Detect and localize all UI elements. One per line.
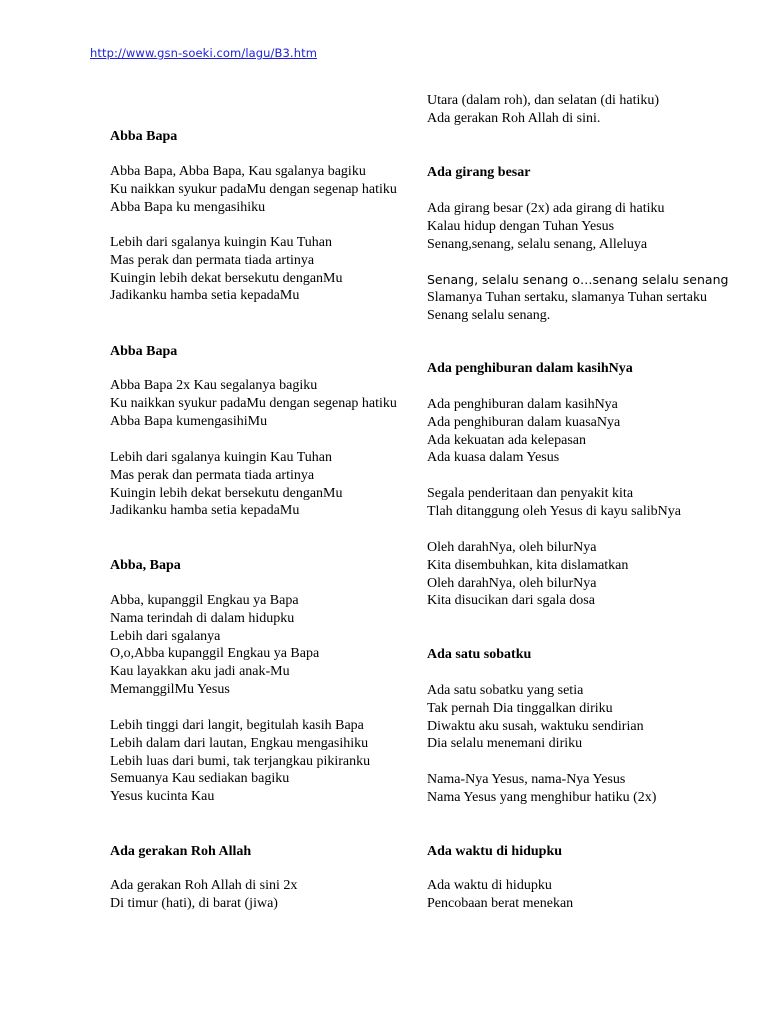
song-ada-satu-sobatku-verse-2 [427, 771, 767, 807]
lyric-line: Yesus kucinta Kau [110, 789, 215, 805]
song-ada-penghiburan [427, 360, 767, 378]
song-ada-waktu-di-hidupku [427, 843, 767, 861]
lyric-line: Abba Bapa, Abba Bapa, Kau sgalanya bagiku [110, 164, 366, 179]
lyric-line: Nama-Nya Yesus, nama-Nya Yesus [427, 772, 626, 787]
song-abba-bapa-3 [110, 557, 450, 575]
lyric-line: Segala penderitaan dan penyakit kita [427, 486, 634, 501]
song-title: Ada girang besar [427, 165, 531, 180]
lyric-line: Kita disembuhkan, kita dislamatkan [427, 557, 629, 573]
lyric-line: Kau layakkan aku jadi anak-Mu [110, 664, 290, 680]
lyric-line: Di timur (hati), di barat (jiwa) [110, 895, 278, 911]
song-title: Ada waktu di hidupku [427, 844, 563, 859]
lyric-line: Ada satu sobatku yang setia [427, 683, 584, 698]
song-ada-penghiburan-verse-3 [427, 539, 767, 610]
lyric-line: Lebih dari sgalanya [110, 628, 221, 644]
lyric-line: Senang,senang, selalu senang, Alleluya [427, 236, 648, 252]
lyric-line: Utara (dalam roh), dan selatan (di hatiku) [427, 93, 660, 108]
lyric-line: Dia selalu menemani diriku [427, 736, 583, 752]
lyric-line: Nama terindah di dalam hidupku [110, 610, 295, 626]
lyric-line: Ada girang besar (2x) ada girang di hatiku [427, 201, 665, 216]
lyric-line: Jadikanku hamba setia kepadaMu [110, 288, 300, 304]
song-ada-gerakan-continued [427, 92, 767, 128]
lyric-line: Tlah ditanggung oleh Yesus di kayu salibNya [427, 503, 681, 519]
source-url-link[interactable]: http://www.gsn-soeki.com/lagu/B3.htm [90, 46, 317, 60]
lyric-line: Ku naikkan syukur padaMu dengan segenap hatiku [110, 181, 397, 197]
song-abba-bapa-3-verse-2 [110, 717, 450, 806]
lyric-line: Ada kekuatan ada kelepasan [427, 432, 586, 448]
lyric-line: MemanggilMu Yesus [110, 681, 230, 697]
lyric-line: Mas perak dan permata tiada artinya [110, 252, 315, 268]
lyric-line: Lebih dalam dari lautan, Engkau mengasihiku [110, 735, 369, 751]
lyric-line: Ada gerakan Roh Allah di sini. [427, 110, 601, 126]
lyric-line: Mas perak dan permata tiada artinya [110, 467, 315, 483]
song-abba-bapa-1-verse-2 [110, 234, 450, 305]
lyric-line: Slamanya Tuhan sertaku, slamanya Tuhan sertaku [427, 289, 707, 305]
lyric-line: Ada penghiburan dalam kuasaNya [427, 414, 621, 430]
song-title: Ada gerakan Roh Allah [110, 844, 252, 859]
lyric-line: Abba, kupanggil Engkau ya Bapa [110, 593, 299, 608]
song-ada-penghiburan-verse-1 [427, 396, 767, 467]
song-ada-girang-besar-verse-2 [427, 271, 767, 324]
lyric-line: O,o,Abba kupanggil Engkau ya Bapa [110, 646, 320, 662]
song-abba-bapa-2 [110, 343, 450, 361]
song-ada-satu-sobatku-verse-1 [427, 682, 767, 753]
song-abba-bapa-3-verse-1 [110, 592, 450, 699]
song-ada-penghiburan-verse-2 [427, 485, 767, 521]
lyric-line: Kuingin lebih dekat bersekutu denganMu [110, 270, 343, 286]
song-title: Abba Bapa [110, 129, 178, 144]
lyric-line: Senang, selalu senang o…senang selalu senang [427, 272, 729, 287]
lyric-line: Oleh darahNya, oleh bilurNya [427, 575, 597, 591]
lyric-line: Semuanya Kau sediakan bagiku [110, 771, 290, 787]
lyric-line: Jadikanku hamba setia kepadaMu [110, 503, 300, 519]
lyric-line: Abba Bapa kumengasihiMu [110, 413, 268, 429]
song-ada-gerakan-roh-allah [110, 843, 450, 861]
lyric-line: Ada gerakan Roh Allah di sini 2x [110, 878, 298, 893]
lyric-line: Ada kuasa dalam Yesus [427, 450, 560, 466]
lyric-line: Lebih tinggi dari langit, begitulah kasih Bapa [110, 718, 364, 733]
song-title: Abba Bapa [110, 344, 178, 359]
lyric-line: Abba Bapa ku mengasihiku [110, 199, 266, 215]
lyric-line: Lebih luas dari bumi, tak terjangkau pikiranku [110, 753, 371, 769]
lyric-line: Nama Yesus yang menghibur hatiku (2x) [427, 789, 657, 805]
song-ada-gerakan-verse-1 [110, 877, 450, 913]
lyric-line: Lebih dari sgalanya kuingin Kau Tuhan [110, 450, 333, 465]
lyric-line: Abba Bapa 2x Kau segalanya bagiku [110, 378, 318, 393]
song-title: Ada penghiburan dalam kasihNya [427, 361, 633, 376]
lyric-line: Kalau hidup dengan Tuhan Yesus [427, 218, 615, 234]
song-title: Ada satu sobatku [427, 647, 532, 662]
lyric-line: Ada penghiburan dalam kasihNya [427, 397, 618, 412]
lyric-line: Ku naikkan syukur padaMu dengan segenap hatiku [110, 395, 397, 411]
song-ada-waktu-verse-1 [427, 877, 767, 913]
song-ada-satu-sobatku [427, 646, 767, 664]
lyric-line: Pencobaan berat menekan [427, 895, 574, 911]
song-ada-girang-besar [427, 164, 767, 182]
lyric-line: Lebih dari sgalanya kuingin Kau Tuhan [110, 235, 333, 250]
lyric-line: Ada waktu di hidupku [427, 878, 552, 893]
lyric-line: Tak pernah Dia tinggalkan diriku [427, 700, 613, 716]
lyric-line: Kita disucikan dari sgala dosa [427, 593, 595, 609]
song-ada-girang-besar-verse-1 [427, 200, 767, 253]
song-abba-bapa-1-verse-1 [110, 163, 450, 216]
lyric-line: Kuingin lebih dekat bersekutu denganMu [110, 485, 343, 501]
song-abba-bapa-2-verse-2 [110, 449, 450, 520]
song-abba-bapa-2-verse-1 [110, 377, 450, 430]
lyric-line: Diwaktu aku susah, waktuku sendirian [427, 718, 644, 734]
song-abba-bapa-1 [110, 128, 450, 146]
song-title: Abba, Bapa [110, 558, 181, 573]
lyric-line: Senang selalu senang. [427, 307, 551, 323]
lyric-line: Oleh darahNya, oleh bilurNya [427, 540, 597, 555]
